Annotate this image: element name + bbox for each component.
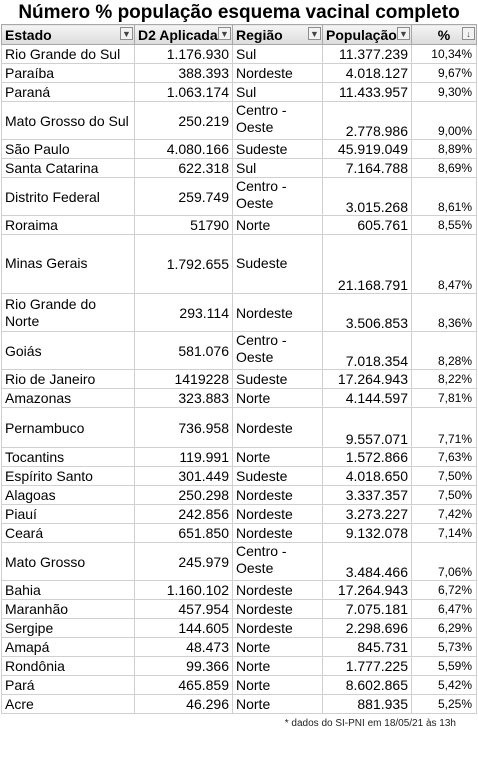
cell-regiao[interactable]: Sul xyxy=(233,45,323,64)
cell-regiao[interactable]: Nordeste xyxy=(233,64,323,83)
cell-estado[interactable]: Tocantins xyxy=(2,448,135,467)
cell-regiao[interactable]: Norte xyxy=(233,657,323,676)
cell-pct[interactable]: 8,36% xyxy=(412,294,477,332)
sheet-title: Número % população esquema vacinal completo xyxy=(18,2,460,23)
cell-populacao[interactable]: 2.298.696 xyxy=(323,619,412,638)
cell-estado[interactable]: Alagoas xyxy=(2,486,135,505)
cell-estado[interactable]: Goiás xyxy=(2,332,135,370)
dropdown-arrow-icon[interactable]: ▼ xyxy=(308,27,321,40)
cell-pct[interactable]: 9,00% xyxy=(412,102,477,140)
cell-regiao[interactable]: Nordeste xyxy=(233,581,323,600)
cell-d2[interactable]: 1.176.930 xyxy=(135,45,233,64)
cell-regiao[interactable]: Centro - Oeste xyxy=(233,332,323,370)
cell-pct[interactable]: 8,22% xyxy=(412,370,477,389)
cell-estado[interactable]: Rio Grande do Sul xyxy=(2,45,135,64)
cell-regiao[interactable]: Norte xyxy=(233,389,323,408)
cell-estado[interactable]: Bahia xyxy=(2,581,135,600)
table-row xyxy=(2,45,477,64)
cell-d2[interactable]: 48.473 xyxy=(135,638,233,657)
cell-pct[interactable]: 5,59% xyxy=(412,657,477,676)
cell-d2[interactable]: 259.749 xyxy=(135,178,233,216)
table-row xyxy=(2,467,477,486)
cell-populacao[interactable]: 845.731 xyxy=(323,638,412,657)
cell-populacao[interactable]: 7.075.181 xyxy=(323,600,412,619)
cell-pct[interactable]: 7,50% xyxy=(412,486,477,505)
cell-populacao[interactable]: 3.015.268 xyxy=(323,178,412,216)
cell-populacao[interactable]: 17.264.943 xyxy=(323,370,412,389)
cell-regiao[interactable]: Sul xyxy=(233,159,323,178)
cell-regiao[interactable]: Nordeste xyxy=(233,486,323,505)
cell-d2[interactable]: 736.958 xyxy=(135,408,233,448)
cell-populacao[interactable]: 4.018.127 xyxy=(323,64,412,83)
header-estado[interactable] xyxy=(2,25,135,45)
cell-populacao[interactable]: 2.778.986 xyxy=(323,102,412,140)
cell-regiao[interactable]: Nordeste xyxy=(233,505,323,524)
cell-populacao[interactable]: 3.484.466 xyxy=(323,543,412,581)
cell-estado[interactable]: Maranhão xyxy=(2,600,135,619)
table-row xyxy=(2,695,477,714)
table-row xyxy=(2,638,477,657)
cell-d2[interactable]: 293.114 xyxy=(135,294,233,332)
footnote: * dados do SI-PNI em 18/05/21 às 13h xyxy=(284,718,456,729)
cell-pct[interactable]: 5,42% xyxy=(412,676,477,695)
cell-pct[interactable]: 8,28% xyxy=(412,332,477,370)
header-estado-label: Estado xyxy=(5,26,52,43)
cell-pct[interactable]: 6,72% xyxy=(412,581,477,600)
cell-populacao[interactable]: 7.018.354 xyxy=(323,332,412,370)
cell-populacao[interactable]: 4.018.650 xyxy=(323,467,412,486)
header-d2-label: D2 Aplicada xyxy=(138,26,218,43)
table-row xyxy=(2,408,477,448)
table-row xyxy=(2,543,477,581)
cell-regiao[interactable]: Nordeste xyxy=(233,294,323,332)
cell-d2[interactable]: 144.605 xyxy=(135,619,233,638)
cell-pct[interactable]: 8,69% xyxy=(412,159,477,178)
table-row xyxy=(2,600,477,619)
table-row xyxy=(2,505,477,524)
cell-populacao[interactable]: 17.264.943 xyxy=(323,581,412,600)
table-row xyxy=(2,235,477,294)
cell-d2[interactable]: 99.366 xyxy=(135,657,233,676)
cell-pct[interactable]: 8,55% xyxy=(412,216,477,235)
cell-regiao[interactable]: Nordeste xyxy=(233,524,323,543)
cell-regiao[interactable]: Centro - Oeste xyxy=(233,102,323,140)
cell-regiao[interactable]: Norte xyxy=(233,216,323,235)
cell-pct[interactable]: 7,06% xyxy=(412,543,477,581)
cell-regiao[interactable]: Sul xyxy=(233,83,323,102)
cell-pct[interactable]: 9,67% xyxy=(412,64,477,83)
cell-d2[interactable]: 51790 xyxy=(135,216,233,235)
cell-populacao[interactable]: 11.377.239 xyxy=(323,45,412,64)
cell-pct[interactable]: 7,14% xyxy=(412,524,477,543)
cell-regiao[interactable]: Norte xyxy=(233,676,323,695)
cell-estado[interactable]: Amazonas xyxy=(2,389,135,408)
cell-d2[interactable]: 457.954 xyxy=(135,600,233,619)
cell-pct[interactable]: 7,63% xyxy=(412,448,477,467)
table-row xyxy=(2,524,477,543)
cell-pct[interactable]: 10,34% xyxy=(412,45,477,64)
cell-regiao[interactable]: Sudeste xyxy=(233,467,323,486)
cell-estado[interactable]: Pernambuco xyxy=(2,408,135,448)
table-row xyxy=(2,102,477,140)
cell-estado[interactable]: Mato Grosso xyxy=(2,543,135,581)
cell-estado[interactable]: Distrito Federal xyxy=(2,178,135,216)
cell-d2[interactable]: 1.792.655 xyxy=(135,235,233,294)
table-row xyxy=(2,216,477,235)
cell-regiao[interactable]: Nordeste xyxy=(233,408,323,448)
table-row xyxy=(2,676,477,695)
cell-populacao[interactable]: 7.164.788 xyxy=(323,159,412,178)
cell-populacao[interactable]: 3.506.853 xyxy=(323,294,412,332)
cell-populacao[interactable]: 1.777.225 xyxy=(323,657,412,676)
table-row xyxy=(2,159,477,178)
table-row xyxy=(2,619,477,638)
cell-d2[interactable]: 119.991 xyxy=(135,448,233,467)
cell-pct[interactable]: 6,29% xyxy=(412,619,477,638)
cell-populacao[interactable]: 1.572.866 xyxy=(323,448,412,467)
cell-d2[interactable]: 388.393 xyxy=(135,64,233,83)
cell-populacao[interactable]: 3.273.227 xyxy=(323,505,412,524)
cell-populacao[interactable]: 4.144.597 xyxy=(323,389,412,408)
cell-d2[interactable]: 250.298 xyxy=(135,486,233,505)
cell-d2[interactable]: 1.063.174 xyxy=(135,83,233,102)
cell-pct[interactable]: 7,42% xyxy=(412,505,477,524)
cell-regiao[interactable]: Sudeste xyxy=(233,235,323,294)
cell-estado[interactable]: Espírito Santo xyxy=(2,467,135,486)
cell-populacao[interactable]: 45.919.049 xyxy=(323,140,412,159)
header-row xyxy=(2,25,477,45)
cell-estado[interactable]: Roraima xyxy=(2,216,135,235)
cell-d2[interactable]: 651.850 xyxy=(135,524,233,543)
cell-estado[interactable]: Santa Catarina xyxy=(2,159,135,178)
sort-descending-filter-icon[interactable]: ↓ xyxy=(462,27,475,40)
cell-d2[interactable]: 245.979 xyxy=(135,543,233,581)
table-row xyxy=(2,178,477,216)
cell-estado[interactable]: Paraíba xyxy=(2,64,135,83)
cell-d2[interactable]: 581.076 xyxy=(135,332,233,370)
dropdown-arrow-icon[interactable]: ▼ xyxy=(218,27,231,40)
cell-regiao[interactable]: Nordeste xyxy=(233,600,323,619)
cell-estado[interactable]: Sergipe xyxy=(2,619,135,638)
cell-pct[interactable]: 8,47% xyxy=(412,235,477,294)
cell-regiao[interactable]: Sudeste xyxy=(233,140,323,159)
table-row xyxy=(2,448,477,467)
cell-estado[interactable]: Mato Grosso do Sul xyxy=(2,102,135,140)
cell-pct[interactable]: 8,89% xyxy=(412,140,477,159)
cell-populacao[interactable]: 8.602.865 xyxy=(323,676,412,695)
cell-populacao[interactable]: 605.761 xyxy=(323,216,412,235)
cell-pct[interactable]: 5,73% xyxy=(412,638,477,657)
table-row xyxy=(2,294,477,332)
cell-pct[interactable]: 7,50% xyxy=(412,467,477,486)
cell-d2[interactable]: 301.449 xyxy=(135,467,233,486)
cell-pct[interactable]: 9,30% xyxy=(412,83,477,102)
cell-estado[interactable]: São Paulo xyxy=(2,140,135,159)
cell-regiao[interactable]: Sudeste xyxy=(233,370,323,389)
table-row xyxy=(2,64,477,83)
table-row xyxy=(2,332,477,370)
header-regiao[interactable] xyxy=(233,25,323,45)
table-row xyxy=(2,581,477,600)
cell-populacao[interactable]: 881.935 xyxy=(323,695,412,714)
cell-d2[interactable]: 1.160.102 xyxy=(135,581,233,600)
cell-regiao[interactable]: Norte xyxy=(233,695,323,714)
cell-regiao[interactable]: Centro - Oeste xyxy=(233,178,323,216)
cell-estado[interactable]: Pará xyxy=(2,676,135,695)
cell-regiao[interactable]: Norte xyxy=(233,638,323,657)
cell-pct[interactable]: 8,61% xyxy=(412,178,477,216)
cell-estado[interactable]: Amapá xyxy=(2,638,135,657)
cell-d2[interactable]: 622.318 xyxy=(135,159,233,178)
header-pct[interactable] xyxy=(412,25,477,45)
cell-estado[interactable]: Rondônia xyxy=(2,657,135,676)
cell-pct[interactable]: 6,47% xyxy=(412,600,477,619)
cell-populacao[interactable]: 9.132.078 xyxy=(323,524,412,543)
cell-estado[interactable]: Rio de Janeiro xyxy=(2,370,135,389)
dropdown-arrow-icon[interactable]: ▼ xyxy=(120,27,133,40)
cell-d2[interactable]: 242.856 xyxy=(135,505,233,524)
cell-estado[interactable]: Rio Grande do Norte xyxy=(2,294,135,332)
cell-d2[interactable]: 1419228 xyxy=(135,370,233,389)
header-populacao-label: População xyxy=(326,26,397,43)
cell-pct[interactable]: 7,81% xyxy=(412,389,477,408)
table-row xyxy=(2,389,477,408)
cell-d2[interactable]: 465.859 xyxy=(135,676,233,695)
header-populacao[interactable] xyxy=(323,25,412,45)
cell-populacao[interactable]: 11.433.957 xyxy=(323,83,412,102)
cell-regiao[interactable]: Norte xyxy=(233,448,323,467)
table-row xyxy=(2,140,477,159)
cell-estado[interactable]: Ceará xyxy=(2,524,135,543)
cell-d2[interactable]: 4.080.166 xyxy=(135,140,233,159)
cell-estado[interactable]: Acre xyxy=(2,695,135,714)
table-row xyxy=(2,657,477,676)
cell-pct[interactable]: 5,25% xyxy=(412,695,477,714)
header-d2[interactable] xyxy=(135,25,233,45)
cell-d2[interactable]: 46.296 xyxy=(135,695,233,714)
cell-populacao[interactable]: 9.557.071 xyxy=(323,408,412,448)
cell-populacao[interactable]: 21.168.791 xyxy=(323,235,412,294)
vaccination-table xyxy=(1,24,477,714)
cell-populacao[interactable]: 3.337.357 xyxy=(323,486,412,505)
cell-estado[interactable]: Piauí xyxy=(2,505,135,524)
header-pct-label: % xyxy=(437,26,451,43)
cell-d2[interactable]: 323.883 xyxy=(135,389,233,408)
cell-d2[interactable]: 250.219 xyxy=(135,102,233,140)
table-row xyxy=(2,486,477,505)
cell-pct[interactable]: 7,71% xyxy=(412,408,477,448)
table-row xyxy=(2,370,477,389)
table-row xyxy=(2,83,477,102)
cell-estado[interactable]: Minas Gerais xyxy=(2,235,135,294)
cell-regiao[interactable]: Centro - Oeste xyxy=(233,543,323,581)
cell-estado[interactable]: Paraná xyxy=(2,83,135,102)
cell-regiao[interactable]: Nordeste xyxy=(233,619,323,638)
dropdown-arrow-icon[interactable]: ▼ xyxy=(397,27,410,40)
header-regiao-label: Região xyxy=(236,26,283,43)
